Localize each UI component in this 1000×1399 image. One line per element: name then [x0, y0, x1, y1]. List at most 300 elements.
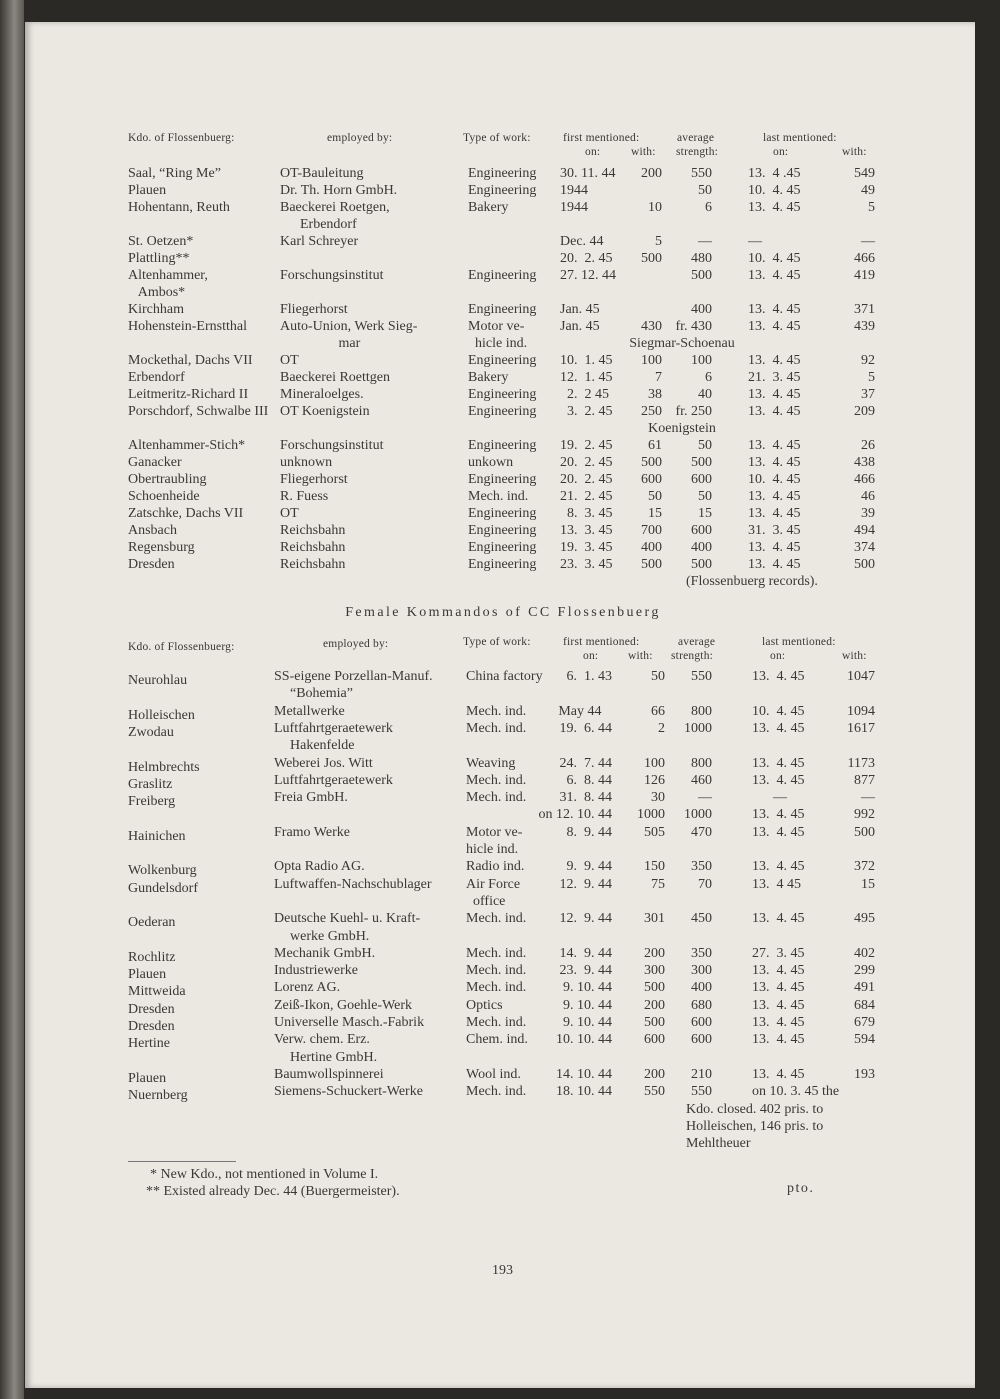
header-strength: strength:	[671, 650, 714, 662]
cell-emp: OT	[280, 506, 299, 521]
cell-emp: Karl Schreyer	[280, 234, 359, 249]
cell-lwith: 5	[868, 370, 875, 385]
cell-fwith: 7	[655, 370, 662, 385]
cell-lwith: 877	[854, 772, 875, 788]
cell-type: Mech. ind.	[468, 489, 529, 504]
cell-emp: Reichsbahn	[280, 540, 346, 555]
cell-lwith: 193	[854, 1066, 875, 1082]
table-row-continuation	[0, 574, 1000, 591]
cell-emp: Baeckerei Roettgen	[280, 370, 391, 385]
cell-fon: 3. 2. 45	[560, 404, 613, 419]
cell-lon: 13. 4 45	[752, 876, 801, 892]
cell-type: Bakery	[468, 370, 509, 385]
cell-note: Holleischen, 146 pris. to	[686, 1118, 824, 1134]
cell-type: Mech. ind.	[466, 1015, 527, 1030]
cell-empi: Erbendorf	[300, 217, 357, 232]
table-row	[0, 438, 1000, 455]
cell-type: Mech. ind.	[466, 772, 527, 788]
cell-name: Rochlitz	[128, 949, 176, 965]
cell-fwith: 550	[644, 1084, 665, 1100]
cell-fon: 12. 9. 44	[559, 911, 612, 927]
header-last-with: with:	[842, 146, 867, 158]
cell-name: Altenhammer,	[128, 268, 208, 283]
cell-emp: Industriewerke	[274, 963, 358, 979]
header-first-on: on:	[585, 146, 601, 158]
cell-lwith: 49	[861, 183, 875, 198]
cell-fwith: 500	[641, 557, 662, 572]
cell-lon: 13. 4. 45	[748, 319, 801, 334]
cell-lwith: 679	[854, 1015, 875, 1030]
cell-name: Plattling**	[128, 251, 190, 266]
cell-type: Mech. ind.	[466, 911, 527, 927]
cell-type: hicle ind.	[466, 842, 519, 857]
cell-type: office	[466, 893, 506, 909]
cell-lon: 10. 4. 45	[748, 251, 801, 266]
footnote-single-asterisk: * New Kdo., not mentioned in Volume I.	[150, 1167, 379, 1182]
cell-emp: Freia GmbH.	[274, 790, 348, 806]
cell-name: Hertine	[128, 1036, 170, 1052]
cell-note: Mehltheuer	[686, 1136, 751, 1152]
cell-empi: Hertine GmbH.	[290, 1049, 378, 1065]
cell-lwith: 594	[854, 1032, 875, 1048]
header-average: average	[677, 132, 715, 144]
cell-emp: Fliegerhorst	[280, 302, 348, 317]
table-row	[0, 911, 1000, 931]
table-row-continuation	[0, 929, 1000, 946]
cell-avg: 600	[691, 472, 712, 487]
table-row	[0, 370, 1000, 387]
header-first: first mentioned:	[563, 636, 640, 648]
table-row-continuation	[0, 842, 1000, 859]
cell-lon: 13. 4 .45	[748, 166, 801, 181]
cell-avg: 800	[691, 703, 712, 719]
cell-lon: 13. 4. 45	[752, 1032, 805, 1048]
cell-avg: 600	[691, 1015, 712, 1030]
table-row	[0, 557, 1000, 574]
cell-name: St. Oetzen*	[128, 234, 194, 249]
cell-fwith: 200	[644, 1066, 665, 1082]
table-row-continuation	[0, 421, 1000, 438]
cell-avg: 400	[691, 302, 712, 317]
cell-type: Engineering	[468, 438, 537, 453]
cell-lon: 13. 4. 45	[752, 997, 805, 1013]
cell-lwith: 15	[861, 876, 875, 892]
cell-fwith: 75	[651, 876, 665, 892]
cell-lon: 13. 4. 45	[752, 669, 805, 684]
cell-emp: OT	[280, 353, 299, 368]
cell-avg: —	[698, 234, 712, 249]
cell-avg: 600	[691, 523, 712, 538]
cell-avg: 6	[705, 370, 712, 385]
cell-fon: 9. 10. 44	[563, 997, 612, 1013]
footnote-divider	[128, 1161, 236, 1162]
cell-fwith: 700	[641, 523, 662, 538]
cell-fon: 19. 3. 45	[560, 540, 613, 555]
cell-lwith: 371	[854, 302, 875, 317]
cell-name: Porschdorf, Schwalbe III	[128, 404, 269, 419]
table-row	[0, 1067, 1000, 1084]
header-average: average	[678, 636, 716, 648]
cell-fon: 23. 9. 44	[559, 963, 612, 979]
cell-emp: Forschungsinstitut	[280, 268, 384, 283]
cell-lwith: 684	[854, 997, 875, 1013]
cell-emp: Auto-Union, Werk Sieg-	[280, 319, 418, 334]
cell-name: Plauen	[128, 183, 167, 198]
cell-fon: 31. 8. 44	[559, 790, 612, 806]
cell-avg: —	[698, 790, 712, 806]
cell-lon: 10. 4. 45	[752, 703, 805, 719]
table-row	[0, 455, 1000, 472]
table-row	[0, 1032, 1000, 1052]
cell-fwith: 500	[644, 1015, 665, 1030]
pto-note: pto.	[787, 1181, 815, 1196]
table-row	[0, 489, 1000, 506]
cell-fwith: 600	[644, 1032, 665, 1048]
table-row	[0, 387, 1000, 404]
cell-avg: 350	[691, 859, 712, 875]
cell-lwith: 37	[861, 387, 875, 402]
cell-type: Wool ind.	[466, 1066, 521, 1082]
footnote-double-asterisk: ** Existed already Dec. 44 (Buergermeister).	[146, 1184, 400, 1199]
table-row	[0, 506, 1000, 523]
header-type: Type of work:	[463, 132, 531, 144]
table-row-continuation	[0, 336, 1000, 353]
cell-lon: 13. 4. 45	[748, 438, 801, 453]
header-last-with: with:	[842, 650, 867, 662]
table-row	[0, 790, 1000, 810]
cell-avg: 680	[691, 997, 712, 1013]
cell-emp: OT Koenigstein	[280, 404, 370, 419]
header-employed: employed by:	[323, 638, 389, 650]
cell-type: Optics	[466, 997, 503, 1013]
table-row	[0, 540, 1000, 557]
header-employed: employed by:	[327, 132, 393, 144]
cell-avg: 600	[691, 1032, 712, 1048]
cell-avg: 100	[691, 353, 712, 368]
cell-emp: Mineraloelges.	[280, 387, 364, 402]
cell-name: Mittweida	[128, 984, 186, 1000]
cell-lwith: 549	[854, 166, 875, 181]
cell-name: Ambos*	[128, 285, 186, 300]
cell-fwith: 38	[648, 387, 662, 402]
cell-fon: 12. 9. 44	[559, 876, 612, 892]
cell-emp: Dr. Th. Horn GmbH.	[280, 183, 398, 198]
cell-fon: 12. 1. 45	[560, 370, 613, 385]
table-row-continuation	[0, 285, 1000, 302]
cell-lon: 13. 4. 45	[752, 807, 805, 823]
cell-lwith: 374	[854, 540, 875, 555]
cell-type: Weaving	[466, 755, 516, 771]
cell-lon: 31. 3. 45	[748, 523, 801, 538]
header-first-on: on:	[583, 650, 599, 662]
cell-avg: 480	[691, 251, 712, 266]
cell-lwith: 299	[854, 963, 875, 979]
table-row-continuation	[0, 217, 1000, 234]
cell-fon: 18. 10. 44	[556, 1084, 612, 1100]
cell-type: unkown	[468, 455, 514, 470]
cell-type: Mech. ind.	[466, 945, 527, 961]
cell-fon: Jan. 45	[560, 319, 600, 334]
cell-type: Engineering	[468, 523, 537, 538]
header-first-with: with:	[631, 146, 656, 158]
header-kdo: Kdo. of Flossenbuerg:	[128, 641, 235, 653]
cell-lwith: 419	[854, 268, 875, 283]
cell-fwith: 126	[644, 772, 665, 788]
cell-fwith: 500	[641, 251, 662, 266]
cell-lwith: 992	[854, 807, 875, 823]
cell-lon: 13. 4. 45	[752, 824, 805, 840]
cell-fon: 20. 2. 45	[560, 472, 613, 487]
cell-fon: 10. 10. 44	[556, 1032, 612, 1048]
cell-name: Holleischen	[128, 707, 195, 723]
cell-type: Air Force	[466, 876, 521, 892]
table-row	[0, 251, 1000, 268]
cell-empi: Hakenfelde	[290, 738, 355, 754]
cell-lon: —	[752, 790, 787, 806]
cell-emp: Lorenz AG.	[274, 980, 341, 996]
cell-fon: 13. 3. 45	[560, 523, 613, 538]
cell-type: Bakery	[468, 200, 509, 215]
cell-avg: 450	[691, 911, 712, 927]
cell-lon: 10. 4. 45	[748, 183, 801, 198]
cell-type: China factory	[466, 669, 543, 684]
cell-fon: 1944	[560, 200, 588, 215]
cell-lon: 13. 4. 45	[748, 404, 801, 419]
cell-lon: 13. 4. 45	[748, 455, 801, 470]
table-row	[0, 268, 1000, 285]
cell-type: Chem. ind.	[466, 1032, 528, 1048]
cell-avg: 800	[691, 755, 712, 771]
cell-lwith: 500	[854, 557, 875, 572]
cell-avg: 210	[691, 1066, 712, 1082]
cell-name: Plauen	[128, 967, 167, 983]
cell-name: Erbendorf	[128, 370, 185, 385]
cell-lon: 13. 4. 45	[748, 540, 801, 555]
cell-lon: 27. 3. 45	[752, 945, 805, 961]
cell-fon: 9. 10. 44	[563, 980, 612, 996]
cell-avg: 460	[691, 772, 712, 788]
cell-lon: 13. 4. 45	[748, 506, 801, 521]
cell-avg: 550	[691, 1084, 712, 1100]
cell-emp: Framo Werke	[274, 824, 350, 840]
table-row	[0, 721, 1000, 738]
cell-type: Engineering	[468, 404, 537, 419]
header-type: Type of work:	[463, 636, 531, 648]
cell-type: Mech. ind.	[466, 963, 527, 979]
cell-type: Mech. ind.	[466, 790, 527, 806]
cell-emp: Baeckerei Roetgen,	[280, 200, 390, 215]
cell-fwith: 30	[651, 790, 665, 806]
cell-lon: on 10. 3. 45 the	[752, 1084, 840, 1100]
cell-lwith: 1173	[847, 755, 875, 771]
cell-note: Kdo. closed. 402 pris. to	[686, 1101, 824, 1117]
cell-fon: 19. 2. 45	[560, 438, 613, 453]
cell-type: Engineering	[468, 472, 537, 487]
header-last: last mentioned:	[762, 636, 836, 648]
table-row	[0, 1015, 1000, 1032]
cell-name: Graslitz	[128, 776, 173, 792]
table-row	[0, 234, 1000, 251]
cell-name: Helmbrechts	[128, 759, 200, 775]
cell-avg: 400	[691, 980, 712, 996]
cell-fon: 14. 9. 44	[559, 945, 612, 961]
cell-empi: werke GmbH.	[290, 928, 370, 944]
table-row	[0, 980, 1000, 1000]
cell-fwith: 300	[644, 963, 665, 979]
cell-fwith: 100	[641, 353, 662, 368]
cell-fon: 24. 7. 44	[559, 755, 612, 771]
table-row	[0, 669, 1000, 686]
cell-fon: Dec. 44	[560, 234, 604, 249]
cell-name: Hainichen	[128, 828, 186, 844]
cell-fon: 9. 10. 44	[563, 1015, 612, 1030]
cell-type: Engineering	[468, 268, 537, 283]
cell-fon: 19. 6. 44	[559, 720, 612, 736]
cell-fon: 20. 2. 45	[560, 455, 613, 470]
cell-emp: Luftfahrtgeraetewerk	[274, 772, 393, 788]
cell-lwith: 402	[854, 945, 875, 961]
cell-name: Zwodau	[128, 724, 174, 740]
table-row	[0, 946, 1000, 963]
cell-emp: Siemens-Schuckert-Werke	[274, 1084, 423, 1100]
table-row	[0, 183, 1000, 200]
cell-type: Engineering	[468, 183, 537, 198]
cell-emp: Luftfahrtgeraetewerk	[274, 720, 393, 736]
cell-name: Schoenheide	[128, 489, 200, 504]
table-row-continuation	[0, 738, 1000, 755]
cell-emp: OT-Bauleitung	[280, 166, 364, 181]
cell-fwith: 66	[651, 703, 665, 719]
cell-type: Radio ind.	[466, 859, 525, 875]
cell-fwith: 61	[648, 438, 662, 453]
cell-lwith: 26	[861, 438, 875, 453]
cell-lwith: 439	[854, 319, 875, 334]
cell-lwith: 494	[854, 523, 875, 538]
cell-emp: Deutsche Kuehl- u. Kraft-	[274, 911, 421, 927]
cell-name: Hohentann, Reuth	[128, 200, 230, 215]
cell-fon: 2. 2 45	[560, 387, 609, 402]
cell-lon: 13. 4. 45	[748, 268, 801, 283]
cell-avg: 6	[705, 200, 712, 215]
header-first-with: with:	[628, 650, 653, 662]
cell-emp: Opta Radio AG.	[274, 859, 365, 875]
cell-type: Engineering	[468, 557, 537, 572]
cell-name: Wolkenburg	[128, 863, 197, 879]
cell-emp: Mechanik GmbH.	[274, 945, 376, 961]
cell-type: Mech. ind.	[466, 980, 527, 996]
cell-avg: 300	[691, 963, 712, 979]
cell-lon: 10. 4. 45	[748, 472, 801, 487]
table-row-continuation	[0, 1050, 1000, 1067]
cell-name: Ganacker	[128, 455, 182, 470]
table-row	[0, 1084, 1000, 1104]
cell-lon: 13. 4. 45	[748, 353, 801, 368]
cell-lon: 13. 4. 45	[748, 387, 801, 402]
cell-type: Engineering	[468, 302, 537, 317]
cell-emp: SS-eigene Porzellan-Manuf.	[274, 669, 433, 684]
cell-fon: May 44	[558, 703, 612, 719]
cell-avg: 550	[691, 669, 712, 684]
cell-empi: “Bohemia”	[290, 686, 353, 702]
cell-lon: —	[748, 234, 762, 249]
cell-lon: 13. 4. 45	[748, 557, 801, 572]
cell-fwith: 505	[644, 824, 665, 840]
cell-lon: 13. 4. 45	[752, 1015, 805, 1030]
cell-avg: 400	[691, 540, 712, 555]
table-row	[0, 302, 1000, 319]
cell-lon: 13. 4. 45	[752, 859, 805, 875]
cell-name: Kirchham	[128, 302, 184, 317]
cell-lwith: 466	[854, 251, 875, 266]
cell-lwith: 92	[861, 353, 875, 368]
cell-lon: 13. 4. 45	[748, 489, 801, 504]
table-row	[0, 319, 1000, 336]
cell-avg: 1000	[684, 720, 712, 736]
cell-name: Plauen	[128, 1070, 167, 1086]
cell-emp: Verw. chem. Erz.	[274, 1032, 370, 1048]
cell-emp: Reichsbahn	[280, 523, 346, 538]
cell-fon: 9. 9. 44	[566, 859, 612, 875]
cell-fon: 20. 2. 45	[560, 251, 613, 266]
cell-avg: 550	[691, 166, 712, 181]
cell-lwith: 5	[868, 200, 875, 215]
cell-fon: 8. 3. 45	[560, 506, 613, 521]
cell-emp: R. Fuess	[280, 489, 329, 504]
cell-lwith: 372	[854, 859, 875, 875]
cell-fon: 6. 1. 43	[566, 669, 612, 684]
cell-lwith: —	[861, 790, 875, 806]
cell-fwith: 430	[641, 319, 662, 334]
cell-name: Mockethal, Dachs VII	[128, 353, 253, 368]
cell-avg: 40	[698, 387, 712, 402]
cell-lon: 13. 4. 45	[748, 302, 801, 317]
cell-name: Obertraubling	[128, 472, 207, 487]
header-last: last mentioned:	[763, 132, 837, 144]
cell-lwith: 209	[854, 404, 875, 419]
table-row	[0, 472, 1000, 489]
cell-emp: unknown	[280, 455, 333, 470]
cell-type: Engineering	[468, 353, 537, 368]
table-row-continuation	[0, 1136, 1000, 1153]
cell-type: Mech. ind.	[466, 720, 527, 736]
cell-span: Siegmar-Schoenau	[629, 336, 735, 351]
cell-avg: 470	[691, 824, 712, 840]
cell-lwith: 495	[854, 911, 875, 927]
cell-name: Ansbach	[128, 523, 177, 538]
cell-fon: 30. 11. 44	[560, 166, 616, 181]
cell-emp: Universelle Masch.-Fabrik	[274, 1015, 425, 1030]
cell-lwith: 500	[854, 824, 875, 840]
table-row	[0, 200, 1000, 217]
cell-fon: 6. 8. 44	[566, 772, 612, 788]
cell-name: Dresden	[128, 557, 175, 572]
cell-name: Saal, “Ring Me”	[128, 166, 221, 181]
cell-fwith: 500	[641, 455, 662, 470]
cell-note: (Flossenbuerg records).	[686, 574, 818, 589]
header-first: first mentioned:	[563, 132, 640, 144]
cell-lon: 13. 4. 45	[752, 911, 805, 927]
table-row	[0, 998, 1000, 1015]
cell-fwith: 5	[655, 234, 662, 249]
cell-avg: fr. 250	[675, 404, 712, 419]
cell-avg: 500	[691, 557, 712, 572]
table-row	[0, 825, 1000, 842]
cell-fwith: 15	[648, 506, 662, 521]
cell-emp: Luftwaffen-Nachschublager	[274, 876, 432, 892]
cell-name: Zatschke, Dachs VII	[128, 506, 244, 521]
cell-lon: 13. 4. 45	[752, 720, 805, 736]
cell-fwith: 600	[641, 472, 662, 487]
